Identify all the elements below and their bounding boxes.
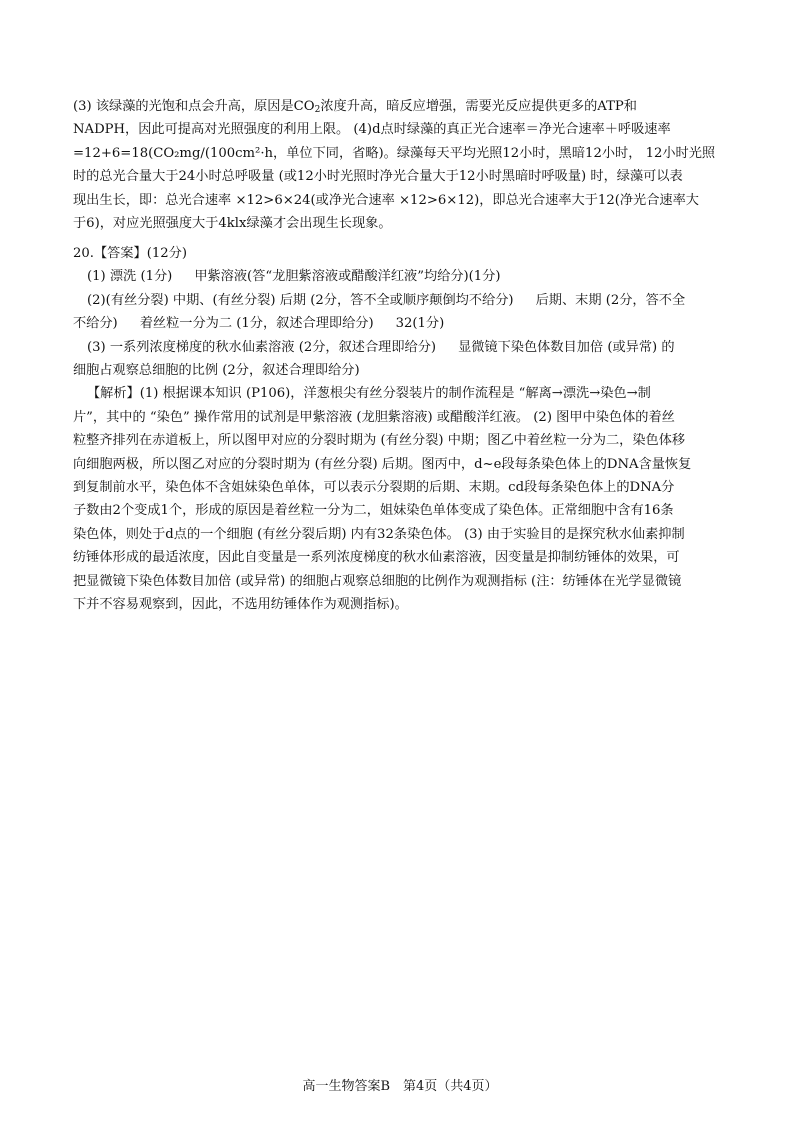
answer-3-line-1: [73, 336, 733, 359]
analysis-line: 染色体，则处于d点的一个细胞 (有丝分裂后期) 内有32条染色体。 (3) 由于实验目的是探究秋水仙素抑制: [73, 526, 685, 542]
text-span: (3) 该绿藻的光饱和点会升高，原因是CO: [73, 99, 315, 114]
text-span: 后期、末期 (2分，答不全: [535, 292, 686, 308]
analysis-line: 片”，其中的 “染色” 操作常用的试剂是甲紫溶液 (龙胆紫溶液) 或醋酸洋红液。 (2) 图甲中染色体的着丝: [73, 409, 675, 425]
analysis-block: [73, 382, 733, 616]
text-span: 甲紫溶液(答“龙胆紫溶液或醋酸洋红液”均给分)(1分): [194, 269, 501, 285]
answer-3-4-paragraph: [73, 95, 733, 235]
text-span: 着丝粒一分为二 (1分，叙述合理即给分): [139, 316, 374, 332]
answer-1: [73, 265, 733, 288]
text-span: (1) 漂洗 (1分): [87, 269, 173, 285]
analysis-line: 把显微镜下染色体数目加倍 (或异常) 的细胞占观察总细胞的比例作为观测指标 (注：纺锤体在光学显微镜: [73, 573, 682, 589]
analysis-line: 子数由2个变成1个，形成的原因是着丝粒一分为二，姐妹染色单体变成了染色体。正常细胞中含有16条: [73, 503, 674, 519]
analysis-line: 纺锤体形成的最适浓度，因此自变量是一系列浓度梯度的秋水仙素溶液，因变量是抑制纺锤体的效果，可: [73, 550, 680, 566]
page-footer: 高一生物答案B 第4页（共4页）: [302, 1079, 498, 1094]
analysis-line: 粒整齐排列在赤道板上，所以图甲对应的分裂时期为 (有丝分裂) 中期；图乙中着丝粒一分为二，染色体移: [73, 433, 686, 449]
analysis-line: 到复制前水平，染色体不含姐妹染色单体，可以表示分裂期的后期、末期。cd段每条染色体上的DNA分: [73, 480, 675, 496]
question-header: 20.【答案】(12分): [73, 246, 187, 261]
text-line: 时的总光合量大于24小时总呼吸量 (或12小时光照时净光合量大于12小时黑暗时呼吸量) 时，绿藻可以表: [73, 169, 683, 185]
text-span: 浓度升高，暗反应增强，需要光反应提供更多的ATP和: [320, 99, 637, 114]
analysis-line: 下并不容易观察到，因此，不选用纺锤体作为观测指标)。: [73, 597, 408, 613]
text-line: 现出生长，即：总光合速率 ×12>6×24(或净光合速率 ×12>6×12)，即总光合速率大于12(净光合速率大: [73, 192, 699, 208]
answer-3-line-2: 细胞占观察总细胞的比例 (2分，叙述合理即给分): [73, 363, 360, 379]
analysis-line: 【解析】(1) 根据课本知识 (P106)，洋葱根尖有丝分裂装片的制作流程是 “解离→漂洗→染色→制: [87, 386, 651, 402]
analysis-line: 向细胞两极，所以图乙对应的分裂时期为 (有丝分裂) 后期。图丙中，d~e段每条染色体上的DNA含量恢复: [73, 456, 692, 472]
text-span: 32(1分): [395, 316, 445, 332]
answer-2-line-2: [73, 312, 733, 335]
text-span: (3) 一系列浓度梯度的秋水仙素溶液 (2分，叙述合理即给分): [87, 339, 437, 355]
text-span: 不给分): [73, 316, 118, 332]
answer-2-line-1: [73, 289, 733, 312]
text-line: NADPH，因此可提高对光照强度的利用上限。 (4)d点时绿藻的真正光合速率＝净光合速率＋呼吸速率: [73, 122, 671, 138]
text-span: 显微镜下染色体数目加倍 (或异常) 的: [458, 339, 675, 355]
text-line: =12+6=18(CO₂mg/(100cm²·h，单位下同，省略)。绿藻每天平均光照12小时，黑暗12小时， 12小时光照: [73, 145, 716, 161]
text-line: 于6)，对应光照强度大于4klx绿藻才会出现生长现象。: [73, 216, 392, 232]
question-20-section: [73, 242, 733, 617]
text-span: (2)(有丝分裂) 中期、(有丝分裂) 后期 (2分，答不全或顺序颠倒均不给分): [87, 292, 514, 308]
subscript: 2: [314, 105, 321, 115]
text-line: [73, 95, 733, 118]
